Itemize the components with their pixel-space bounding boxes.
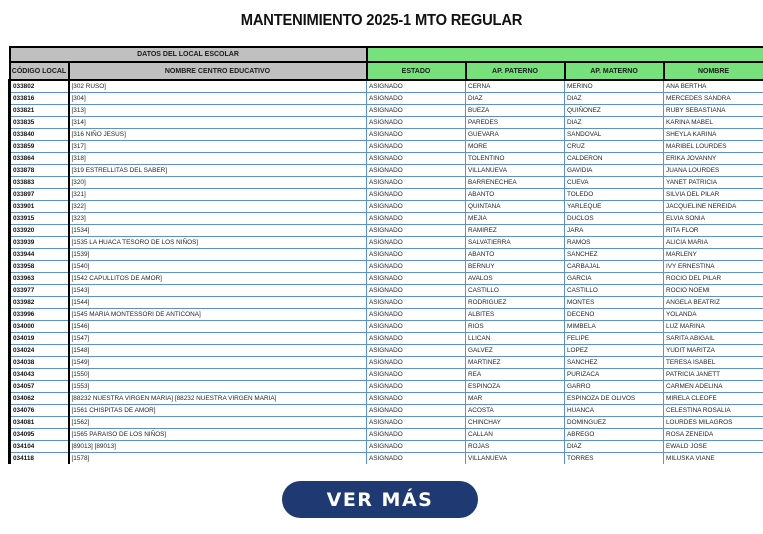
cell-ap-materno: SANCHEZ (565, 249, 664, 261)
cell-nombre-centro: [89013] [89013] (69, 441, 367, 453)
table-row (10, 213, 763, 225)
cell-estado: ASIGNADO (367, 285, 466, 297)
cell-nombre: MERCEDES SANDRA (664, 93, 763, 105)
cell-estado: ASIGNADO (367, 417, 466, 429)
cell-estado: ASIGNADO (367, 165, 466, 177)
cell-ap-paterno: GALVEZ (466, 345, 565, 357)
cell-estado: ASIGNADO (367, 321, 466, 333)
page-title: MANTENIMIENTO 2025-1 MTO REGULAR (240, 12, 523, 29)
cell-ap-materno: CUEVA (565, 177, 664, 189)
cell-ap-paterno: RIOS (466, 321, 565, 333)
cell-estado: ASIGNADO (367, 213, 466, 225)
cell-nombre: ROCIO DEL PILAR (664, 273, 763, 285)
cell-nombre: MILUSKA VIANE (664, 453, 763, 465)
cell-estado: ASIGNADO (367, 441, 466, 453)
cell-ap-paterno: VILLANUEVA (466, 453, 565, 465)
cell-codigo-local: 033901 (10, 201, 69, 213)
table-row (10, 393, 763, 405)
cell-ap-paterno: DIAZ (466, 93, 565, 105)
cell-codigo-local: 034057 (10, 381, 69, 393)
cell-nombre-centro: [319 ESTRELLITAS DEL SABER] (69, 165, 367, 177)
cell-nombre-centro: [1578] (71, 455, 90, 462)
cell-codigo-local: 034118 (10, 453, 69, 465)
cell-codigo-local: 034000 (10, 321, 69, 333)
cell-codigo-local: 033915 (10, 213, 69, 225)
cell-codigo-local: 034095 (10, 429, 69, 441)
table-row (10, 381, 763, 393)
cell-estado: ASIGNADO (367, 405, 466, 417)
column-header-estado: ESTADO (367, 62, 466, 80)
table-row (10, 345, 763, 357)
cell-estado: ASIGNADO (367, 141, 466, 153)
cell-ap-materno: MONTES (565, 297, 664, 309)
cell-ap-materno: GARCIA (565, 273, 664, 285)
cell-estado: ASIGNADO (367, 105, 466, 117)
cell-ap-materno: FELIPE (565, 333, 664, 345)
cell-nombre-centro: [1547] (69, 333, 367, 345)
cell-estado: ASIGNADO (367, 177, 466, 189)
table-row (10, 357, 763, 369)
cell-nombre-centro: [1553] (69, 381, 367, 393)
cell-codigo-local: 033878 (10, 165, 69, 177)
cell-ap-materno: HUANCA (565, 405, 664, 417)
cell-codigo-local: 033958 (10, 261, 69, 273)
cell-ap-paterno: REA (466, 369, 565, 381)
cell-nombre-centro: [88232 NUESTRA VIRGEN MARIA] [88232 NUESTRA VIRGEN MARIA] (69, 393, 367, 405)
cell-nombre-centro: [314] (69, 117, 367, 129)
table-row (10, 405, 763, 417)
table-row (10, 285, 763, 297)
cell-nombre: YUDIT MARITZA (664, 345, 763, 357)
assignment-table (8, 46, 763, 464)
cell-ap-paterno: LLICAN (466, 333, 565, 345)
column-header-row (10, 62, 763, 80)
cell-ap-materno: GAVIDIA (565, 165, 664, 177)
cell-nombre-centro: [1550] (69, 369, 367, 381)
cell-nombre: JACQUELINE NEREIDA (664, 201, 763, 213)
table-row (10, 273, 763, 285)
cell-ap-paterno: GUEVARA (466, 129, 565, 141)
cell-nombre: KARINA MABEL (664, 117, 763, 129)
cell-ap-materno: LOPEZ (565, 345, 664, 357)
cell-ap-paterno: ALBITES (466, 309, 565, 321)
cell-ap-paterno: CASTILLO (466, 285, 565, 297)
cell-estado: ASIGNADO (367, 93, 466, 105)
cell-estado: ASIGNADO (367, 297, 466, 309)
cell-ap-materno: RAMOS (565, 237, 664, 249)
cell-ap-paterno: RAMIREZ (466, 225, 565, 237)
cell-ap-paterno: PAREDES (466, 117, 565, 129)
cell-nombre: EWALD JOSE (664, 441, 763, 453)
cell-codigo-local: 034062 (10, 393, 69, 405)
group-header-assignment (367, 47, 763, 62)
cell-nombre: RUBY SEBASTIANA (664, 105, 763, 117)
cell-estado: ASIGNADO (367, 429, 466, 441)
column-header-nombre: NOMBRE (664, 62, 763, 80)
cell-nombre: ROCIO NOEMI (664, 285, 763, 297)
table-row (10, 153, 763, 165)
cell-ap-paterno: ACOSTA (466, 405, 565, 417)
cell-nombre: CARMEN ADELINA (664, 381, 763, 393)
cell-ap-paterno: SALVATIERRA (466, 237, 565, 249)
cell-estado: ASIGNADO (367, 393, 466, 405)
cell-codigo-local: 034081 (10, 417, 69, 429)
cell-ap-paterno: MARTINEZ (466, 357, 565, 369)
cell-nombre: SHEYLA KARINA (664, 129, 763, 141)
cell-estado: ASIGNADO (367, 357, 466, 369)
cell-codigo-local: 033821 (10, 105, 69, 117)
cell-codigo-local: 033920 (10, 225, 69, 237)
cell-ap-paterno: CALLAN (466, 429, 565, 441)
table-row (10, 297, 763, 309)
cell-estado: ASIGNADO (367, 309, 466, 321)
cell-estado: ASIGNADO (367, 237, 466, 249)
cell-codigo-local: 033840 (10, 129, 69, 141)
cell-ap-paterno: ABANTO (466, 249, 565, 261)
table-row (10, 321, 763, 333)
cell-nombre-centro: [1542 CAPULLITOS DE AMOR] (69, 273, 367, 285)
cell-nombre-centro: [318] (69, 153, 367, 165)
cell-codigo-local: 033816 (10, 93, 69, 105)
cell-estado: ASIGNADO (367, 117, 466, 129)
table-body (10, 80, 763, 464)
cell-codigo-local: 033944 (10, 249, 69, 261)
cell-ap-paterno: BUEZA (466, 105, 565, 117)
table-row (10, 441, 763, 453)
cell-codigo-local: 034104 (10, 441, 69, 453)
cell-codigo-local: 033977 (10, 285, 69, 297)
table-row (10, 201, 763, 213)
cell-nombre: MARIBEL LOURDES (664, 141, 763, 153)
cell-estado: ASIGNADO (367, 153, 466, 165)
cell-ap-materno: CASTILLO (565, 285, 664, 297)
cell-codigo-local: 034043 (10, 369, 69, 381)
cell-codigo-local: 034076 (10, 405, 69, 417)
cell-ap-materno: GARRO (565, 381, 664, 393)
cell-ap-materno: CRUZ (565, 141, 664, 153)
cell-ap-materno: MIMBELA (565, 321, 664, 333)
cell-nombre-centro: [1534] (69, 225, 367, 237)
cell-ap-materno: QUIÑONEZ (565, 105, 664, 117)
cell-ap-materno: DOMINGUEZ (565, 417, 664, 429)
cell-nombre: CELESTINA ROSALIA (664, 405, 763, 417)
cell-nombre: LOURDES MILAGROS (664, 417, 763, 429)
cell-ap-materno: TORRES (565, 453, 664, 465)
cell-nombre: TERESA ISABEL (664, 357, 763, 369)
cell-nombre: ELVIA SONIA (664, 213, 763, 225)
cell-estado: ASIGNADO (367, 453, 466, 465)
table-row (10, 80, 763, 93)
cell-codigo-local: 033864 (10, 153, 69, 165)
cell-nombre-centro: [1544] (69, 297, 367, 309)
cell-estado: ASIGNADO (367, 273, 466, 285)
table-row (10, 225, 763, 237)
cell-estado: ASIGNADO (367, 381, 466, 393)
cell-ap-materno: SANDOVAL (565, 129, 664, 141)
cell-nombre-centro: [323] (69, 213, 367, 225)
table-row (10, 309, 763, 321)
cell-codigo-local: 033939 (10, 237, 69, 249)
cell-ap-paterno: BERNUY (466, 261, 565, 273)
cell-nombre: YOLANDA (664, 309, 763, 321)
cell-estado: ASIGNADO (367, 261, 466, 273)
cell-nombre: ERIKA JOVANNY (664, 153, 763, 165)
cell-estado: ASIGNADO (367, 80, 466, 93)
cell-nombre-centro: [1548] (69, 345, 367, 357)
column-header-ap-materno: AP. MATERNO (565, 62, 664, 80)
table-row (10, 369, 763, 381)
cell-ap-paterno: QUINTANA (466, 201, 565, 213)
table-row (10, 93, 763, 105)
cell-codigo-local: 034024 (10, 345, 69, 357)
cell-ap-paterno: MEJIA (466, 213, 565, 225)
cell-ap-paterno: CERNA (466, 80, 565, 93)
cell-nombre: RITA FLOR (664, 225, 763, 237)
cell-estado: ASIGNADO (367, 225, 466, 237)
table-row (10, 129, 763, 141)
cell-nombre-centro: [1543] (69, 285, 367, 297)
cell-ap-paterno: VILLANUEVA (466, 165, 565, 177)
cell-nombre: YANET PATRICIA (664, 177, 763, 189)
cell-nombre-centro: [1545 MARIA MONTESSORI DE ANTICONA] (69, 309, 367, 321)
cell-ap-materno: DECENO (565, 309, 664, 321)
cell-codigo-local: 033859 (10, 141, 69, 153)
cell-ap-paterno: MAR (466, 393, 565, 405)
column-header-codigo-local: CÓDIGO LOCAL (10, 62, 69, 80)
cell-nombre: IVY ERNESTINA (664, 261, 763, 273)
cell-nombre-centro: [321] (69, 189, 367, 201)
cell-nombre-centro: [1565 PARAISO DE LOS NIÑOS] (69, 429, 367, 441)
table-row (10, 105, 763, 117)
table-row (10, 237, 763, 249)
cell-ap-materno: CALDERON (565, 153, 664, 165)
cell-ap-paterno: RODRIGUEZ (466, 297, 565, 309)
cell-nombre: PATRICIA JANETT (664, 369, 763, 381)
cell-nombre-centro: [1539] (69, 249, 367, 261)
cell-codigo-local: 033963 (10, 273, 69, 285)
cell-codigo-local: 034019 (10, 333, 69, 345)
cell-ap-materno: DIAZ (565, 441, 664, 453)
cell-ap-paterno: AVALOS (466, 273, 565, 285)
cell-codigo-local: 033982 (10, 297, 69, 309)
cell-estado: ASIGNADO (367, 369, 466, 381)
cell-ap-paterno: BARRENECHEA (466, 177, 565, 189)
table-row (10, 249, 763, 261)
cell-ap-paterno: ROJAS (466, 441, 565, 453)
table-row (10, 177, 763, 189)
cell-nombre-centro: [316 NIÑO JESUS] (69, 129, 367, 141)
cell-codigo-local: 033996 (10, 309, 69, 321)
cell-nombre: JUANA LOURDES (664, 165, 763, 177)
cell-nombre-centro: [1562] (69, 417, 367, 429)
cell-estado: ASIGNADO (367, 333, 466, 345)
cell-nombre-centro: [322] (69, 201, 367, 213)
cell-ap-materno: TOLEDO (565, 189, 664, 201)
cell-nombre-centro: [1535 LA HUACA TESORO DE LOS NIÑOS] (69, 237, 367, 249)
cell-ap-paterno: MORE (466, 141, 565, 153)
column-header-ap-paterno: AP. PATERNO (466, 62, 565, 80)
cell-estado: ASIGNADO (367, 345, 466, 357)
table-row (10, 429, 763, 441)
cell-nombre-centro: [1549] (69, 357, 367, 369)
cell-estado: ASIGNADO (367, 249, 466, 261)
cell-codigo-local: 033835 (10, 117, 69, 129)
cell-ap-materno: CARBAJAL (565, 261, 664, 273)
ver-mas-button[interactable]: VER MÁS (282, 481, 478, 518)
cell-nombre: ANGELA BEATRIZ (664, 297, 763, 309)
table-row (10, 141, 763, 153)
cell-ap-paterno: ESPINOZA (466, 381, 565, 393)
cell-codigo-local: 033802 (10, 80, 69, 93)
column-header-nombre-centro: NOMBRE CENTRO EDUCATIVO (69, 62, 367, 80)
table-row (10, 261, 763, 273)
cell-ap-materno: DIAZ (565, 93, 664, 105)
cell-nombre-centro: [302 RUSO] (69, 80, 367, 93)
cell-codigo-local: 033883 (10, 177, 69, 189)
cell-estado: ASIGNADO (367, 201, 466, 213)
group-header-local-data: DATOS DEL LOCAL ESCOLAR (10, 47, 367, 62)
cell-nombre: LUZ MARINA (664, 321, 763, 333)
cell-estado: ASIGNADO (367, 189, 466, 201)
cell-nombre: ALICIA MARIA (664, 237, 763, 249)
cell-nombre-centro: [304] (69, 93, 367, 105)
cell-ap-materno: JARA (565, 225, 664, 237)
table-row (10, 453, 763, 465)
table-row (10, 189, 763, 201)
cell-ap-paterno: TOLENTINO (466, 153, 565, 165)
cell-estado: ASIGNADO (367, 129, 466, 141)
cell-ap-materno: YARLEQUE (565, 201, 664, 213)
cell-codigo-local: 034038 (10, 357, 69, 369)
table-row (10, 165, 763, 177)
table-row (10, 117, 763, 129)
cell-ap-materno: SANCHEZ (565, 357, 664, 369)
cell-ap-materno: ABREGO (565, 429, 664, 441)
cell-ap-paterno: CHINCHAY (466, 417, 565, 429)
cell-nombre-centro: [317] (69, 141, 367, 153)
cell-ap-paterno: ABANTO (466, 189, 565, 201)
cell-nombre-centro: [320] (69, 177, 367, 189)
cell-nombre: SARITA ABIGAIL (664, 333, 763, 345)
cell-nombre-centro: [1546] (69, 321, 367, 333)
cell-ap-materno: MERINO (565, 80, 664, 93)
cell-nombre-centro: [313] (69, 105, 367, 117)
cell-nombre-centro: [1561 CHISPITAS DE AMOR] (69, 405, 367, 417)
cell-nombre-centro: [1540] (69, 261, 367, 273)
table-row (10, 333, 763, 345)
cell-ap-materno: DUCLOS (565, 213, 664, 225)
cell-ap-materno: ESPINOZA DE OLIVOS (565, 393, 664, 405)
cell-nombre: ANA BERTHA (664, 80, 763, 93)
cell-nombre: MARLENY (664, 249, 763, 261)
cell-ap-materno: DIAZ (565, 117, 664, 129)
group-header-row (10, 47, 763, 62)
table-row (10, 417, 763, 429)
cell-codigo-local: 033897 (10, 189, 69, 201)
cell-ap-materno: PURIZACA (565, 369, 664, 381)
cell-nombre: ROSA ZENEIDA (664, 429, 763, 441)
cell-nombre: MIRELA CLEOFE (664, 393, 763, 405)
cell-nombre: SILVIA DEL PILAR (664, 189, 763, 201)
assignment-table-container (8, 46, 762, 464)
